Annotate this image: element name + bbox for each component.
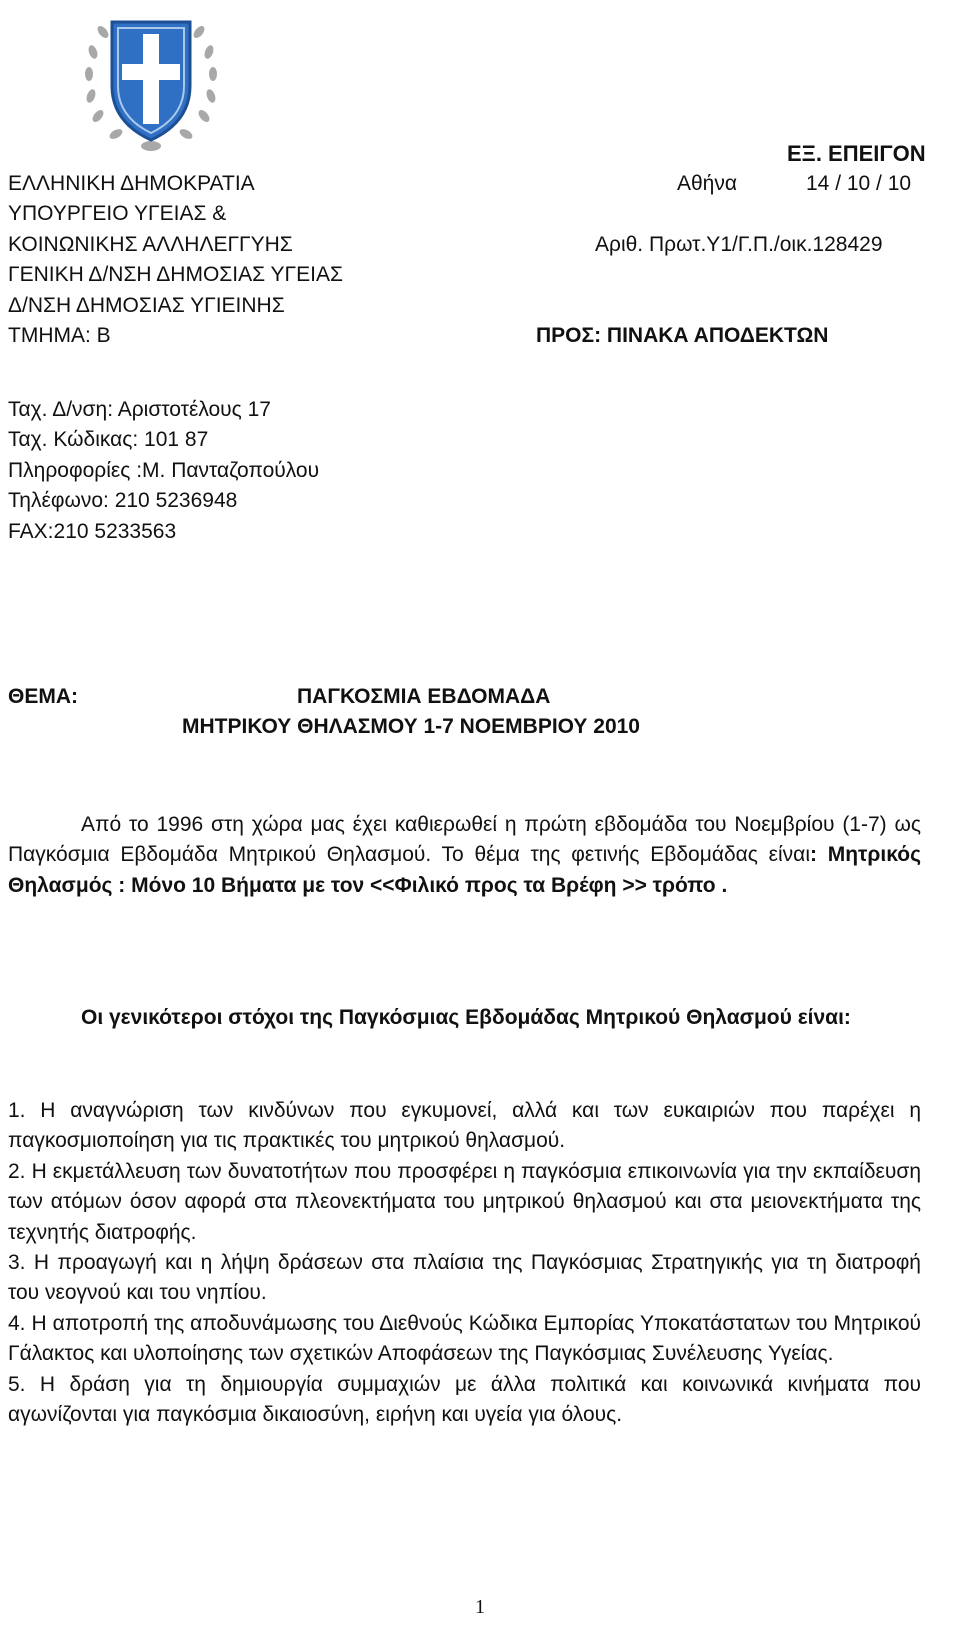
sender-line: Δ/ΝΣΗ ΔΗΜΟΣΙΑΣ ΥΓΙΕΙΝΗΣ (8, 294, 285, 317)
sender-line: ΥΠΟΥΡΓΕΙΟ ΥΓΕΙΑΣ & (8, 202, 227, 225)
sender-line: ΓΕΝΙΚΗ Δ/ΝΣΗ ΔΗΜΟΣΙΑΣ ΥΓΕΙΑΣ (8, 263, 343, 286)
contact-line: FAX:210 5233563 (8, 520, 177, 543)
goals-heading: Οι γενικότεροι στόχοι της Παγκόσμιας Εβδομάδας Μητρικού Θηλασμού είναι: (81, 1006, 851, 1029)
date: 14 / 10 / 10 (806, 172, 912, 195)
goal-item: 3. Η προαγωγή και η λήψη δράσεων στα πλαίσια της Παγκόσμιας Στρατηγικής για τη διατροφή του νεογνού και του νηπίου. (8, 1251, 921, 1305)
contact-line: Πληροφορίες :Μ. Πανταζοπούλου (8, 459, 320, 482)
sender-line: ΕΛΛΗΝΙΚΗ ΔΗΜΟΚΡΑΤΙΑ (8, 172, 255, 195)
contact-line: Ταχ. Δ/νση: Αριστοτέλους 17 (8, 398, 271, 421)
subject-line-1: ΠΑΓΚΟΣΜΙΑ ΕΒΔΟΜΑΔΑ (297, 685, 551, 708)
sender-line: ΤΜΗΜΑ: Β (8, 324, 111, 347)
goal-item: 5. Η δράση για τη δημιουργία συμμαχιών με άλλα πολιτικά και κοινωνικά κινήματα που αγωνίζονται για παγκόσμια δικαιοσύνη, ειρήνη και υγεία για όλους. (8, 1372, 921, 1427)
goal-item: 1. Η αναγνώριση των κινδύνων που εγκυμονεί, αλλά και των ευκαιριών που παρέχει η παγκοσμιοποίηση για τις πρακτικές του μητρικού θηλασμού. (8, 1099, 921, 1153)
goal-item: 2. Η εκμετάλλευση των δυνατοτήτων που προσφέρει η παγκόσμια επικοινωνία για την εκπαίδευση των ατόμων όσον αφορά στα πλεονεκτήματα του μητρικού θηλασμού και στα μειονεκτήματα της τεχνητής διατροφής. (8, 1159, 921, 1244)
goals-list (8, 1096, 921, 1430)
subject-label: ΘΕΜΑ: (8, 685, 78, 708)
intro-paragraph (8, 810, 921, 901)
priority-label: ΕΞ. ΕΠΕΙΓΟΝ (787, 141, 926, 166)
intro-text: Από το 1996 στη χώρα μας έχει καθιερωθεί η πρώτη εβδομάδα του Νοεμβρίου (1-7) ως Παγκόσμια Εβδομάδα Μητρικού Θηλασμού. Το θέμα της φετινής Εβδομάδας είναι (8, 813, 921, 867)
page-number: 1 (475, 1596, 485, 1618)
greek-state-emblem (78, 4, 224, 154)
subject-line-2: ΜΗΤΡΙΚΟΥ ΘΗΛΑΣΜΟΥ 1-7 ΝΟΕΜΒΡΙΟΥ 2010 (182, 715, 640, 738)
recipient: ΠΡΟΣ: ΠΙΝΑΚΑ ΑΠΟΔΕΚΤΩΝ (536, 324, 829, 347)
sender-line: ΚΟΙΝΩΝΙΚΗΣ ΑΛΛΗΛΕΓΓΥΗΣ (8, 233, 293, 256)
goal-item: 4. Η αποτροπή της αποδυνάμωσης του Διεθνούς Κώδικα Εμπορίας Υποκατάστατων του Μητρικού Γάλακτος και υλοποίησης των σχετικών Αποφάσεων της Παγκόσμιας Συνέλευσης Υγείας. (8, 1311, 921, 1366)
contact-line: Τηλέφωνο: 210 5236948 (8, 489, 238, 512)
place: Αθήνα (677, 172, 738, 195)
contact-line: Ταχ. Κώδικας: 101 87 (8, 428, 209, 451)
protocol-number: Αριθ. Πρωτ.Υ1/Γ.Π./οικ.128429 (595, 233, 883, 256)
intro-bold-theme: : Μητρικός Θηλασμός : Μόνο 10 Βήματα με τον <<Φιλικό προς τα Βρέφη >> τρόπο . (8, 843, 922, 897)
